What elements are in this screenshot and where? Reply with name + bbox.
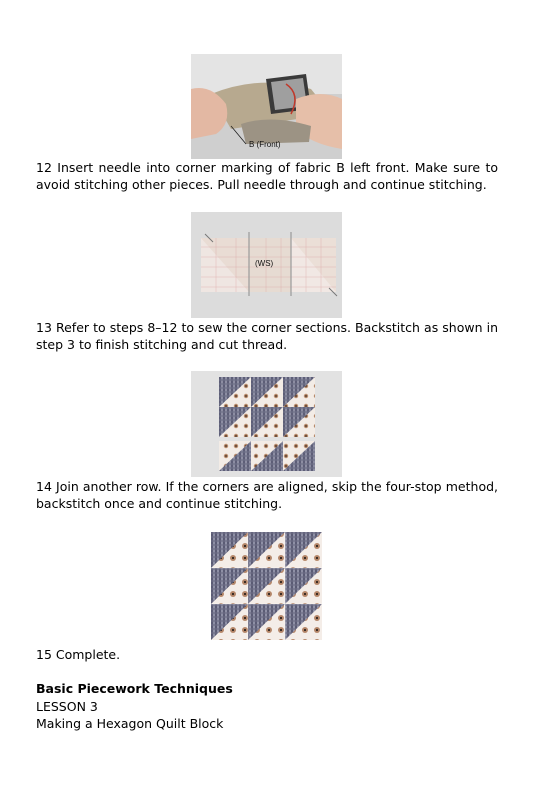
step-13-photo	[191, 212, 342, 318]
lesson-label: LESSON 3	[36, 699, 98, 714]
step-13-text: 13 Refer to steps 8–12 to sew the corner sections. Backstitch as shown in step 3 to finish stitching and cut thread.	[36, 320, 498, 352]
step-14-photo	[191, 371, 342, 477]
section-heading: Basic Piecework Techniques	[36, 681, 233, 696]
step-15-photo	[191, 528, 342, 643]
fabric-b-front-label: B (Front)	[249, 140, 281, 149]
lesson-subtitle: Making a Hexagon Quilt Block	[36, 716, 224, 731]
step-14-text: 14 Join another row. If the corners are aligned, skip the four-stop method, backstitch once and continue stitching.	[36, 479, 498, 511]
step-15-text: 15 Complete.	[36, 647, 121, 662]
step-12-photo	[191, 54, 342, 159]
step-12-text: 12 Insert needle into corner marking of fabric B left front. Make sure to avoid stitching other pieces. Pull needle through and continue stitching.	[36, 160, 498, 192]
wrong-side-label: (WS)	[255, 259, 274, 268]
